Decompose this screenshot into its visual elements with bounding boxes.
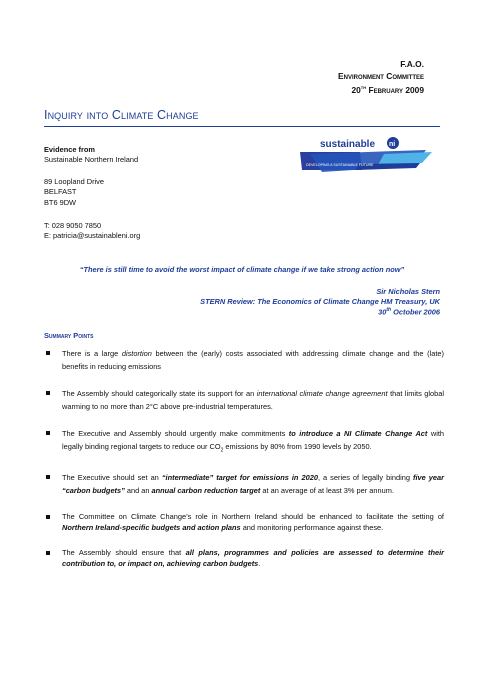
evidence-from (44, 145, 138, 166)
address-line: BELFAST (44, 187, 77, 197)
bullet-icon (46, 391, 50, 395)
epigraph-quote: “There is still time to avoid the worst impact of climate change if we take strong action now” (79, 265, 405, 274)
list-item: The Executive and Assembly should urgently make commitments to introduce a NI Climate Change Act with legally binding regional targets to reduce our $CO_2$ emissions by 80% from 1990 levels by 2050. (44, 427, 444, 458)
committee-name: Environment Committee (338, 71, 424, 81)
list-item: The Assembly should categorically state its support for an international climate change agreement that limits global warming to no more than 2°C above pre-industrial temperatures. (44, 387, 444, 414)
postal-address (44, 177, 104, 208)
letter-date: 20th February 2009 (351, 84, 424, 95)
bullet-icon (46, 351, 50, 355)
list-item: The Committee on Climate Change’s role in Northern Ireland should be enhanced to facilitate the setting of Northern Ireland-specific budgets and action plans and monitoring performance against these. (44, 511, 444, 534)
organisation-name: Sustainable Northern Ireland (44, 155, 139, 165)
quote-attribution (200, 287, 440, 317)
address-line: 89 Loopland Drive (44, 177, 104, 186)
summary-heading: Summary Points (44, 331, 94, 340)
title-underline (44, 126, 440, 127)
quote-date: 30th October 2006 (378, 307, 440, 317)
addressee-block (338, 58, 424, 96)
address-line: BT6 9DW (44, 197, 77, 207)
list-item: There is a large distortion between the (early) costs associated with addressing climate change and the (late) benefits in reducing emissions (44, 347, 444, 374)
logo-mark: ni (389, 141, 396, 148)
sustainable-ni-logo (300, 136, 436, 176)
list-item: The Executive should set an “intermediate” target for emissions in 2020, a series of legally binding five year “carbon budgets” and an annual carbon reduction target at an average of at least 3% per annum. (44, 471, 444, 498)
telephone: T: 028 9050 7850 (44, 221, 102, 230)
bullet-icon (46, 551, 50, 555)
document-title: Inquiry into Climate Change (44, 108, 199, 122)
list-item: The Assembly should ensure that all plans, programmes and policies are assessed to determine their contribution to, or impact on, achieving carbon budgets. (44, 547, 444, 570)
evidence-label: Evidence from (44, 145, 95, 154)
quote-source: STERN Review: The Economics of Climate Change HM Treasury, UK (200, 296, 440, 306)
quote-author: Sir Nicholas Stern (376, 287, 440, 296)
logo-tagline: DEVELOPING A SUSTAINABLE FUTURE (306, 163, 374, 167)
bullet-icon (46, 475, 50, 479)
logo-wordmark: sustainable (320, 139, 376, 150)
bullet-icon (46, 515, 50, 519)
summary-points-list (44, 347, 444, 569)
email: E: patricia@sustainableni.org (44, 231, 141, 241)
contact-details (44, 221, 140, 242)
bullet-icon (46, 431, 50, 435)
fao-label: F.A.O. (400, 59, 424, 69)
